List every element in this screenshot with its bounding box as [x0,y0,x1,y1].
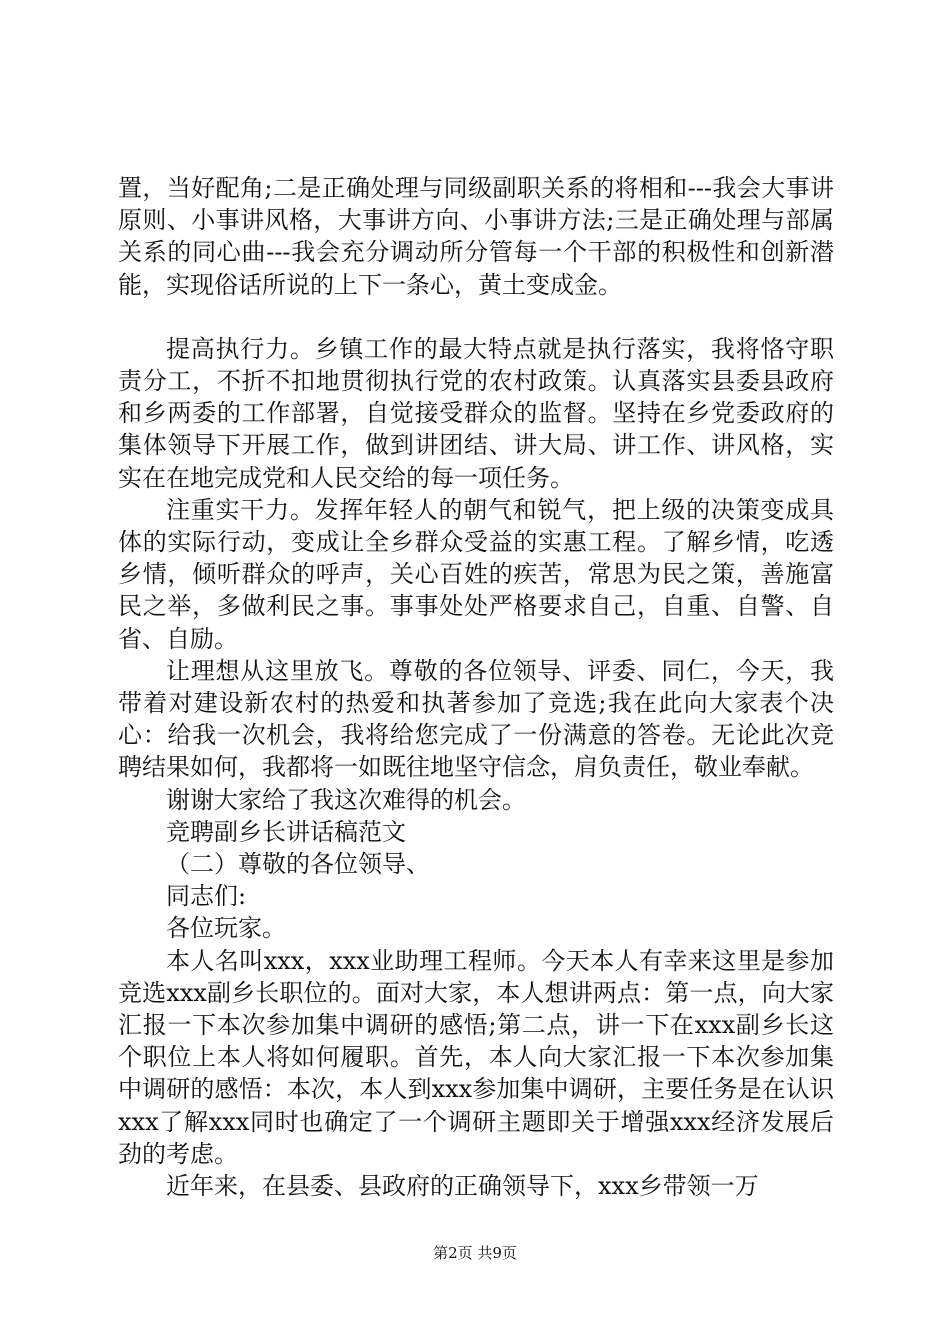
paragraph-thanks: 谢谢大家给了我这次难得的机会。 [166,785,526,814]
salutation-line-3: 各位玩家。 [166,914,286,943]
section-title: 竞聘副乡长讲话稿范文 [166,817,406,846]
paragraph-practical: 注重实干力。发挥年轻人的朝气和锐气，把上级的决策变成具体的实际行动，变成让全乡群众受益的实惠工程。了解乡情，吃透乡情，倾听群众的呼声，关心百姓的疾苦，常思为民之策，善施富民之举，多做利民之事。事事处处严格要求自己，自重、自警、自省、自励。 [118,495,834,653]
page-footer: 第2页 共9页 [433,1244,517,1262]
salutation-line-2: 同志们: [166,882,247,911]
paragraph-ideal: 让理想从这里放飞。尊敬的各位领导、评委、同仁，今天，我带着对建设新农村的热爱和执著参加了竞选;我在此向大家表个决心：给我一次机会，我将给您完成了一份满意的答卷。无论此次竞聘结果如何，我都将一如既往地坚守信念，肩负责任，敬业奉献。 [118,656,834,782]
paragraph-introduction: 本人名叫xxx，xxx业助理工程师。今天本人有幸来这里是参加竞选xxx副乡长职位的。面对大家，本人想讲两点：第一点，向大家汇报一下本次参加集中调研的感悟;第二点，讲一下在xxx副乡长这个职位上本人将如何履职。首先，本人向大家汇报一下本次参加集中调研的感悟：本次，本人到xxx参加集中调研，主要任务是在认识xxx了解xxx同时也确定了一个调研主题即关于增强xxx经济发展后劲的考虑。 [118,946,834,1168]
document-body [118,172,834,1202]
paragraph-recent-years: 近年来，在县委、县政府的正确领导下，xxx乡带领一万 [166,1172,759,1201]
salutation-line-1: （二）尊敬的各位领导、 [166,850,430,879]
paragraph-continuation: 置，当好配角;二是正确处理与同级副职关系的将相和---我会大事讲原则、小事讲风格，大事讲方向、小事讲方法;三是正确处理与部属关系的同心曲---我会充分调动所分管每一个干部的积极性和创新潜能，实现俗话所说的上下一条心，黄土变成金。 [118,174,834,299]
paragraph-execution: 提高执行力。乡镇工作的最大特点就是执行落实，我将恪守职责分工，不折不扣地贯彻执行党的农村政策。认真落实县委县政府和乡两委的工作部署，自觉接受群众的监督。坚持在乡党委政府的集体领导下开展工作，做到讲团结、讲大局、讲工作、讲风格，实实在在地完成党和人民交给的每一项任务。 [118,334,834,492]
